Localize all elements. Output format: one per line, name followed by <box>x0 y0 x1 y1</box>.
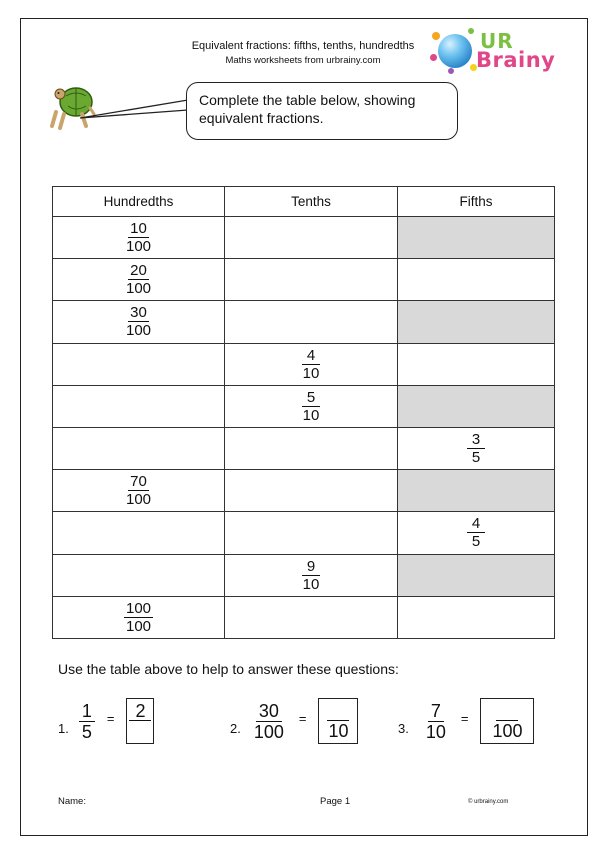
fraction <box>301 347 322 382</box>
instruction-bubble: Complete the table below, showing equivalent fractions. <box>186 82 458 140</box>
name-label: Name: <box>58 796 86 807</box>
table-cell-tenths <box>225 343 398 385</box>
table-cell-tenths[interactable] <box>225 596 398 638</box>
table-cell-fifths[interactable] <box>398 217 555 259</box>
table-header-row <box>53 187 555 217</box>
table-cell-fifths[interactable] <box>398 301 555 343</box>
answer-denominator[interactable]: 100 <box>492 721 523 741</box>
table-cell-fifths[interactable] <box>398 343 555 385</box>
table-cell-fifths[interactable] <box>398 385 555 427</box>
fraction-denominator: 10 <box>425 721 446 742</box>
table-cell-hundredths[interactable] <box>53 554 225 596</box>
table-cell-fifths[interactable] <box>398 259 555 301</box>
table-cell-hundredths <box>53 217 225 259</box>
question-3 <box>398 698 534 744</box>
fraction <box>124 220 153 255</box>
table-row <box>53 512 555 554</box>
table-row <box>53 217 555 259</box>
answer-box[interactable] <box>318 698 358 744</box>
fraction <box>467 431 485 466</box>
equals-sign: = <box>460 710 469 726</box>
fraction-numerator: 4 <box>467 515 485 533</box>
question-1 <box>58 698 154 744</box>
column-header-tenths: Tenths <box>225 187 398 217</box>
fraction-denominator: 100 <box>125 322 152 340</box>
table-cell-fifths[interactable] <box>398 470 555 512</box>
fraction-denominator: 100 <box>125 238 152 256</box>
fraction-denominator: 100 <box>125 491 152 509</box>
copyright: © urbrainy.com <box>468 799 509 805</box>
fraction-numerator: 30 <box>256 701 282 722</box>
fraction-numerator: 4 <box>302 347 320 365</box>
table-row <box>53 301 555 343</box>
table-cell-tenths[interactable] <box>225 259 398 301</box>
fraction <box>301 389 322 424</box>
fraction-numerator: 5 <box>302 389 320 407</box>
fraction-denominator: 10 <box>302 364 320 382</box>
table-row <box>53 259 555 301</box>
question-2 <box>230 698 358 744</box>
logo-ball-icon <box>438 34 472 68</box>
table-row <box>53 596 555 638</box>
fraction <box>124 600 153 635</box>
answer-box[interactable] <box>126 698 154 744</box>
fraction-denominator: 10 <box>302 575 320 593</box>
table-cell-tenths[interactable] <box>225 301 398 343</box>
fraction-numerator: 7 <box>428 701 444 722</box>
question-fraction <box>423 701 449 742</box>
fraction-denominator: 100 <box>125 617 152 635</box>
table-cell-fifths <box>398 512 555 554</box>
table-cell-fifths[interactable] <box>398 554 555 596</box>
answer-numerator[interactable] <box>327 701 349 721</box>
fraction-numerator: 9 <box>302 558 320 576</box>
answer-fraction <box>129 701 151 741</box>
column-header-fifths: Fifths <box>398 187 555 217</box>
table-cell-hundredths[interactable] <box>53 343 225 385</box>
fraction-numerator: 30 <box>130 304 147 322</box>
table-row <box>53 427 555 469</box>
question-number: 2. <box>230 720 241 736</box>
answer-fraction <box>492 701 522 741</box>
fraction <box>124 473 153 508</box>
table-cell-hundredths[interactable] <box>53 385 225 427</box>
table-cell-fifths <box>398 427 555 469</box>
questions-intro: Use the table above to help to answer these questions: <box>58 661 399 677</box>
fraction-denominator: 100 <box>253 721 284 742</box>
question-fraction <box>79 701 95 742</box>
table-cell-hundredths <box>53 470 225 512</box>
question-fraction <box>251 701 287 742</box>
fraction-denominator: 5 <box>471 533 481 551</box>
fraction <box>301 558 322 593</box>
urbrainy-logo <box>430 28 556 78</box>
answer-numerator[interactable] <box>496 701 518 721</box>
fraction-numerator: 70 <box>130 473 147 491</box>
speech-pointer <box>80 94 188 124</box>
fraction <box>124 262 153 297</box>
table-cell-hundredths <box>53 596 225 638</box>
question-number: 3. <box>398 720 409 736</box>
fraction-numerator: 20 <box>130 262 147 280</box>
logo-text-brainy: Brainy <box>476 48 556 72</box>
table-row <box>53 554 555 596</box>
logo-text-ur: UR <box>480 29 514 53</box>
column-header-hundredths: Hundredths <box>53 187 225 217</box>
table-cell-hundredths[interactable] <box>53 427 225 469</box>
page-title: Equivalent fractions: fifths, tenths, hundredths <box>191 40 415 52</box>
table-cell-tenths <box>225 554 398 596</box>
fraction-numerator: 10 <box>130 220 147 238</box>
table-row <box>53 385 555 427</box>
answer-box[interactable] <box>480 698 534 744</box>
fraction-numerator: 1 <box>79 701 95 722</box>
table-cell-tenths[interactable] <box>225 470 398 512</box>
table-cell-hundredths <box>53 301 225 343</box>
table-row <box>53 343 555 385</box>
answer-numerator[interactable]: 2 <box>129 701 151 721</box>
fraction <box>124 304 153 339</box>
question-number: 1. <box>58 720 69 736</box>
fraction-denominator: 5 <box>471 449 481 467</box>
equals-sign: = <box>106 710 115 726</box>
table-cell-tenths <box>225 385 398 427</box>
fraction-denominator: 5 <box>81 721 92 742</box>
table-cell-fifths[interactable] <box>398 596 555 638</box>
table-cell-tenths[interactable] <box>225 512 398 554</box>
answer-fraction <box>327 701 349 741</box>
table-row <box>53 470 555 512</box>
table-cell-hundredths[interactable] <box>53 512 225 554</box>
table-cell-tenths[interactable] <box>225 427 398 469</box>
answer-denominator[interactable]: 10 <box>328 721 349 741</box>
equals-sign: = <box>298 710 307 726</box>
table-cell-hundredths <box>53 259 225 301</box>
fraction-numerator: 3 <box>467 431 485 449</box>
page-number: Page 1 <box>320 796 351 807</box>
fraction <box>467 515 485 550</box>
fraction-numerator: 100 <box>125 599 152 617</box>
table-cell-tenths[interactable] <box>225 217 398 259</box>
fractions-table <box>52 186 555 639</box>
fraction-denominator: 10 <box>302 406 320 424</box>
page-subtitle: Maths worksheets from urbrainy.com <box>225 55 381 66</box>
fraction-denominator: 100 <box>125 280 152 298</box>
